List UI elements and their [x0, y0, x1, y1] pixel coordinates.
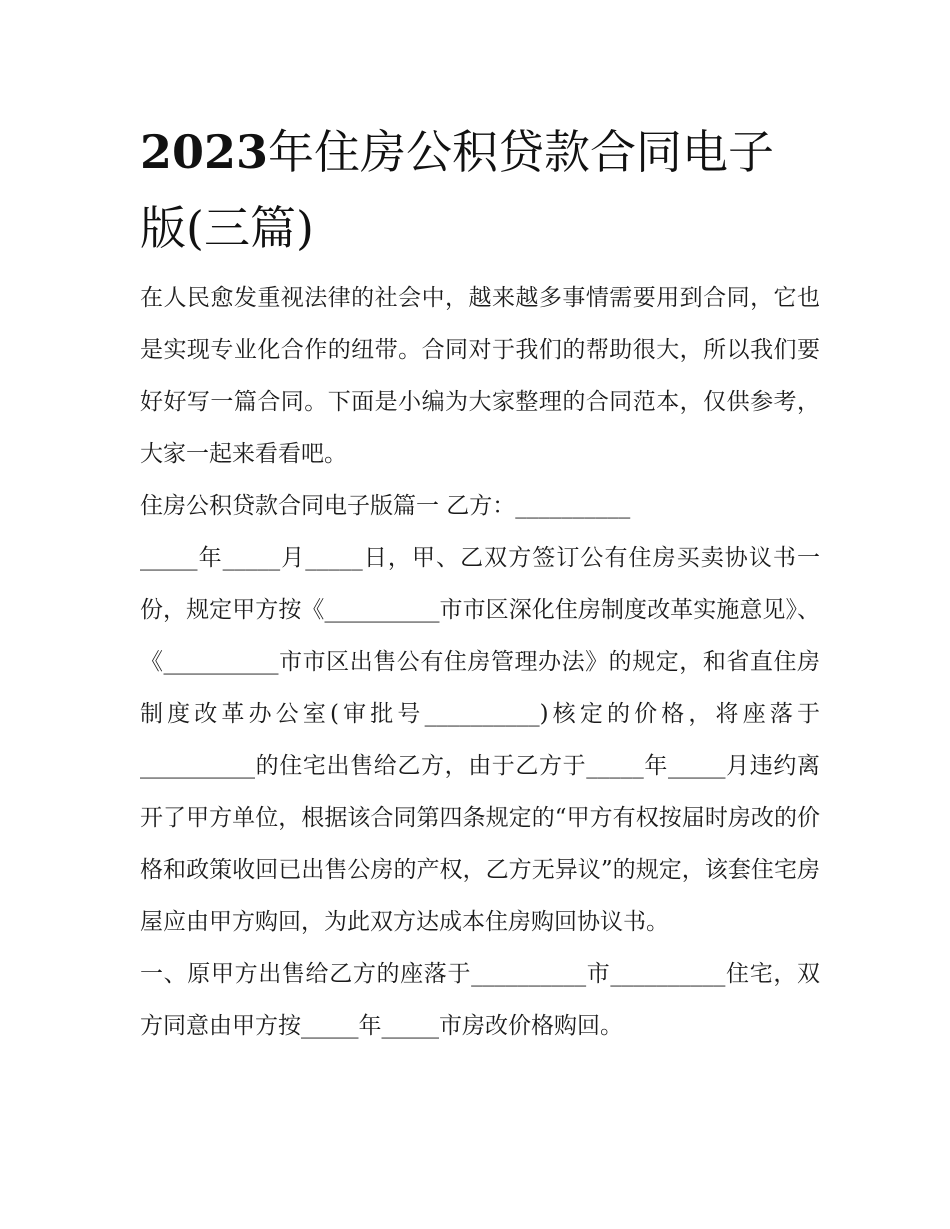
- document-title: [140, 114, 820, 266]
- clause-one-paragraph: 一、原甲方出售给乙方的座落于__________市__________住宅，双方同意由甲方按_____年_____市房改价格购回。: [140, 961, 820, 1039]
- agreement-paragraph: _____年_____月_____日，甲、乙双方签订公有住房买卖协议书一份，规定甲方按《__________市市区深化住房制度改革实施意见》、《__________市市区出售公有住房管理办法》的规定，和省直住房制度改革办公室(审批号__________)核定的价格，将座落于__________的住宅出售给乙方，由于乙方于_____年_____月违约离开了甲方单位，根据该合同第四条规定的“甲方有权按届时房改的价格和政策收回已出售公房的产权，乙方无异议”的规定，该套住宅房屋应由甲方购回，为此双方达成本住房购回协议书。: [140, 545, 820, 935]
- title-text: 年住房公积贷款合同电子版(三篇): [140, 125, 775, 255]
- title-year: 2023: [140, 125, 269, 179]
- section-heading-paragraph: 住房公积贷款合同电子版篇一 乙方：__________: [140, 493, 631, 519]
- intro-paragraph: 在人民愈发重视法律的社会中，越来越多事情需要用到合同，它也是实现专业化合作的纽带。合同对于我们的帮助很大，所以我们要好好写一篇合同。下面是小编为大家整理的合同范本，仅供参考，大家一起来看看吧。: [140, 285, 820, 467]
- document-body: [140, 272, 820, 1052]
